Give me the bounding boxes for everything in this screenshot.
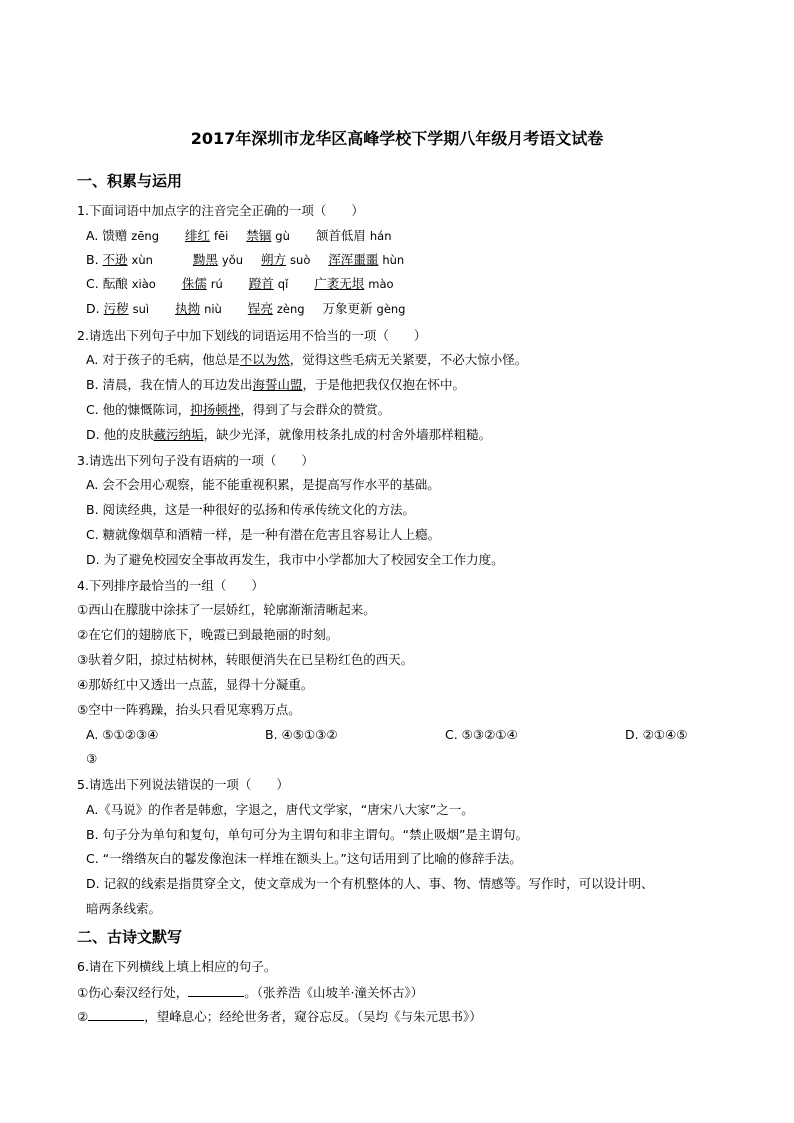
q6-line-2: ② ，望峰息心；经纶世务者，窥谷忘反。（吴均《与朱元思书》） bbox=[77, 1009, 482, 1024]
q2-option-b: B. 清晨，我在情人的耳边发出海誓山盟，于是他把我仅仅抱在怀中。 bbox=[86, 377, 466, 392]
q4-sentence-5: ⑤空中一阵鸦躁，抬头只看见寒鸦万点。 bbox=[77, 702, 301, 717]
question-3-stem: 3.请选出下列句子没有语病的一项（ ） bbox=[77, 453, 314, 468]
question-6-stem: 6.请在下列横线上填上相应的句子。 bbox=[77, 959, 277, 974]
q1-option-b: B. 不逊 xùn 黝黑 yǒu 朔方 suò 浑浑噩噩 hùn bbox=[86, 252, 405, 267]
q3-option-b: B. 阅读经典，这是一种很好的弘扬和传承传统文化的方法。 bbox=[86, 502, 416, 517]
q4-sentence-1: ①西山在朦胧中涂抹了一层娇红，轮廓渐渐清晰起来。 bbox=[77, 602, 376, 617]
q3-option-d: D. 为了避免校园安全事故再发生，我市中小学都加大了校园安全工作力度。 bbox=[86, 552, 504, 567]
q4-sentence-2: ②在它们的翅膀底下，晚霞已到最艳丽的时刻。 bbox=[77, 627, 339, 642]
question-2-stem: 2.请选出下列句子中加下划线的词语运用不恰当的一项（ ） bbox=[77, 328, 427, 343]
q4-sentence-3: ③驮着夕阳，掠过枯树林，转眼便消失在已呈粉红色的西天。 bbox=[77, 652, 414, 667]
question-5-stem: 5.请选出下列说法错误的一项（ ） bbox=[77, 777, 289, 792]
q5-option-a: A.《马说》的作者是韩愈，字退之，唐代文学家，“唐宋八大家”之一。 bbox=[86, 802, 474, 817]
q4-option-d: D. ②①④⑤ bbox=[625, 727, 688, 742]
q4-sentence-4: ④那娇红中又透出一点蓝，显得十分凝重。 bbox=[77, 677, 314, 692]
section-heading-1: 一、积累与运用 bbox=[77, 172, 183, 190]
q5-option-d-cont: 暗两条线索。 bbox=[86, 901, 162, 916]
q4-option-c: C. ⑤③②①④ bbox=[445, 727, 518, 742]
q4-option-d-cont: ③ bbox=[86, 751, 98, 766]
q2-option-c: C. 他的慷慨陈词，抑扬顿挫，得到了与会群众的赞赏。 bbox=[86, 402, 391, 417]
question-4-stem: 4.下列排序最恰当的一组（ ） bbox=[77, 578, 264, 593]
fill-blank[interactable] bbox=[88, 1008, 144, 1021]
fill-blank[interactable] bbox=[188, 984, 244, 997]
q4-option-b: B. ④⑤①③② bbox=[265, 727, 338, 742]
q5-option-d: D. 记叙的线索是指贯穿全文，使文章成为一个有机整体的人、事、物、情感等。写作时，可以设计明、 bbox=[86, 876, 654, 891]
q6-line-1: ①伤心秦汉经行处， 。（张养浩《山坡羊·潼关怀古》） bbox=[77, 985, 424, 1000]
question-1-stem: 1.下面词语中加点字的注音完全正确的一项（ ） bbox=[77, 203, 364, 218]
q3-option-a: A. 会不会用心观察，能不能重视积累，是提高写作水平的基础。 bbox=[86, 477, 440, 492]
q2-option-a: A. 对于孩子的毛病，他总是不以为然，觉得这些毛病无关紧要，不必大惊小怪。 bbox=[86, 352, 528, 367]
q1-option-c: C. 酝酿 xiào 侏儒 rú 蹬首 qǐ 广袤无垠 mào bbox=[86, 276, 394, 291]
q3-option-c: C. 糖就像烟草和酒精一样，是一种有潜在危害且容易让人上瘾。 bbox=[86, 527, 441, 542]
q2-option-d: D. 他的皮肤藏污纳垢，缺少光泽，就像用枝条扎成的村舍外墙那样粗糙。 bbox=[86, 427, 492, 442]
q1-option-a: A. 馈赠 zēng 绯红 fēi 禁锢 gù 颔首低眉 hán bbox=[86, 228, 392, 243]
q1-option-d: D. 污秽 suì 执拗 niù 锃亮 zèng 万象更新 gèng bbox=[86, 301, 406, 316]
q5-option-b: B. 句子分为单句和复句，单句可分为主谓句和非主谓句。“禁止吸烟”是主谓句。 bbox=[86, 827, 528, 842]
page-title: 2017年深圳市龙华区高峰学校下学期八年级月考语文试卷 bbox=[190, 129, 604, 148]
q4-option-a: A. ⑤①②③④ bbox=[86, 727, 159, 742]
q5-option-c: C. “一绺绺灰白的鬈发像泡沫一样堆在额头上。”这句话用到了比喻的修辞手法。 bbox=[86, 851, 522, 866]
section-heading-2: 二、古诗文默写 bbox=[77, 928, 183, 946]
